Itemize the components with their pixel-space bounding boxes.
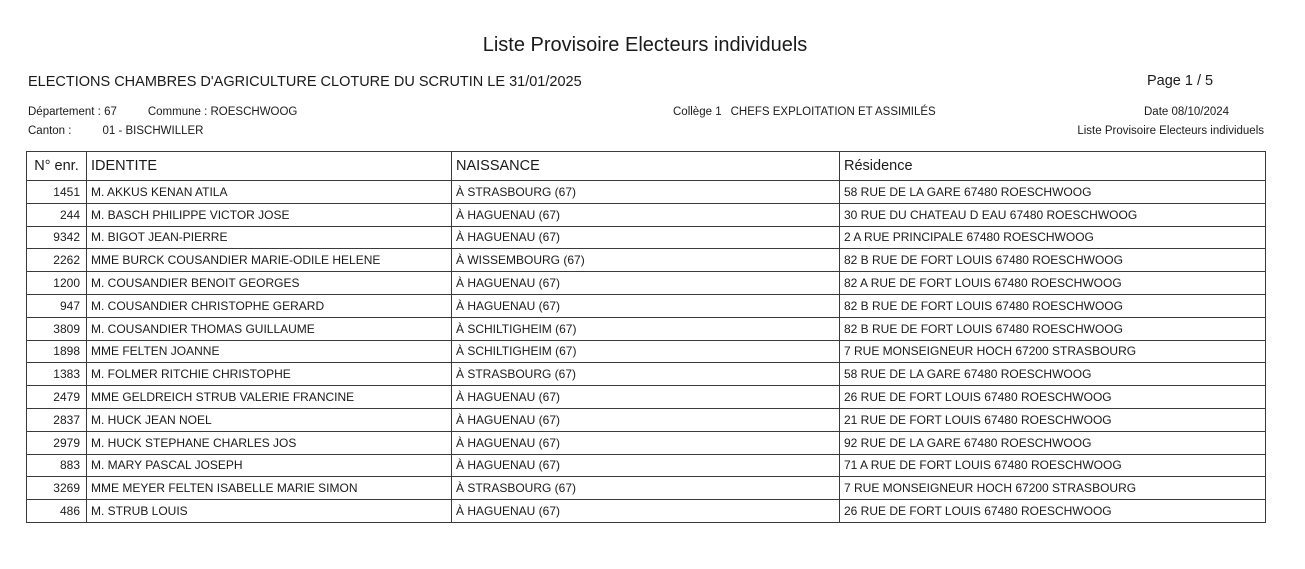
cell-naissance: À HAGUENAU (67) <box>452 454 840 477</box>
cell-identite: M. AKKUS KENAN ATILA <box>87 181 452 204</box>
cell-residence: 2 A RUE PRINCIPALE 67480 ROESCHWOOG <box>840 226 1266 249</box>
cell-naissance: À HAGUENAU (67) <box>452 431 840 454</box>
table-row <box>27 181 1266 204</box>
cell-identite: M. COUSANDIER BENOIT GEORGES <box>87 272 452 295</box>
cell-residence: 30 RUE DU CHATEAU D EAU 67480 ROESCHWOOG <box>840 203 1266 226</box>
cell-identite: M. MARY PASCAL JOSEPH <box>87 454 452 477</box>
cell-naissance: À HAGUENAU (67) <box>452 226 840 249</box>
table-row <box>27 249 1266 272</box>
cell-residence: 82 B RUE DE FORT LOUIS 67480 ROESCHWOOG <box>840 294 1266 317</box>
page-number: Page 1 / 5 <box>1147 73 1214 89</box>
cell-num: 486 <box>27 500 87 523</box>
cell-residence: 21 RUE DE FORT LOUIS 67480 ROESCHWOOG <box>840 408 1266 431</box>
cell-residence: 71 A RUE DE FORT LOUIS 67480 ROESCHWOOG <box>840 454 1266 477</box>
cell-naissance: À HAGUENAU (67) <box>452 386 840 409</box>
table-row <box>27 408 1266 431</box>
commune-label: Commune : ROESCHWOOG <box>147 106 298 118</box>
cell-naissance: À HAGUENAU (67) <box>452 203 840 226</box>
cell-residence: 82 B RUE DE FORT LOUIS 67480 ROESCHWOOG <box>840 317 1266 340</box>
cell-residence: 82 B RUE DE FORT LOUIS 67480 ROESCHWOOG <box>840 249 1266 272</box>
cell-num: 2262 <box>27 249 87 272</box>
cell-naissance: À HAGUENAU (67) <box>452 272 840 295</box>
table-row <box>27 431 1266 454</box>
college-row <box>673 106 936 118</box>
table-row <box>27 203 1266 226</box>
column-header-naissance: NAISSANCE <box>452 152 840 181</box>
cell-num: 947 <box>27 294 87 317</box>
column-header-residence: Résidence <box>840 152 1266 181</box>
table-row <box>27 500 1266 523</box>
cell-identite: MME GELDREICH STRUB VALERIE FRANCINE <box>87 386 452 409</box>
table-header-row <box>27 152 1266 181</box>
electors-table <box>26 151 1266 523</box>
cell-identite: MME FELTEN JOANNE <box>87 340 452 363</box>
cell-residence: 7 RUE MONSEIGNEUR HOCH 67200 STRASBOURG <box>840 477 1266 500</box>
table-row <box>27 363 1266 386</box>
cell-num: 2979 <box>27 431 87 454</box>
cell-residence: 26 RUE DE FORT LOUIS 67480 ROESCHWOOG <box>840 386 1266 409</box>
document-title: Liste Provisoire Electeurs individuels <box>482 34 808 56</box>
print-date: Date 08/10/2024 <box>1144 106 1230 118</box>
cell-residence: 7 RUE MONSEIGNEUR HOCH 67200 STRASBOURG <box>840 340 1266 363</box>
canton-value: 01 - BISCHWILLER <box>102 125 204 137</box>
table-row <box>27 294 1266 317</box>
cell-num: 2479 <box>27 386 87 409</box>
election-heading: ELECTIONS CHAMBRES D'AGRICULTURE CLOTURE DU SCRUTIN LE 31/01/2025 <box>28 74 582 90</box>
cell-num: 3269 <box>27 477 87 500</box>
departement-label: Département : 67 <box>28 106 117 118</box>
cell-naissance: À HAGUENAU (67) <box>452 408 840 431</box>
cell-identite: M. BIGOT JEAN-PIERRE <box>87 226 452 249</box>
canton-label: Canton : <box>28 125 72 137</box>
cell-num: 244 <box>27 203 87 226</box>
cell-naissance: À HAGUENAU (67) <box>452 294 840 317</box>
cell-identite: M. BASCH PHILIPPE VICTOR JOSE <box>87 203 452 226</box>
table-row <box>27 477 1266 500</box>
table-row <box>27 340 1266 363</box>
table-row <box>27 386 1266 409</box>
column-header-identite: IDENTITE <box>87 152 452 181</box>
table-body <box>27 181 1266 523</box>
cell-identite: M. HUCK JEAN NOEL <box>87 408 452 431</box>
column-header-num: N° enr. <box>27 152 87 181</box>
cell-identite: M. FOLMER RITCHIE CHRISTOPHE <box>87 363 452 386</box>
cell-naissance: À HAGUENAU (67) <box>452 500 840 523</box>
cell-residence: 82 A RUE DE FORT LOUIS 67480 ROESCHWOOG <box>840 272 1266 295</box>
cell-identite: M. COUSANDIER THOMAS GUILLAUME <box>87 317 452 340</box>
college-value: CHEFS EXPLOITATION ET ASSIMILÉS <box>730 106 936 118</box>
cell-naissance: À STRASBOURG (67) <box>452 363 840 386</box>
cell-num: 1451 <box>27 181 87 204</box>
table-row <box>27 454 1266 477</box>
cell-residence: 92 RUE DE LA GARE 67480 ROESCHWOOG <box>840 431 1266 454</box>
cell-num: 9342 <box>27 226 87 249</box>
table-row <box>27 226 1266 249</box>
cell-num: 883 <box>27 454 87 477</box>
cell-num: 1898 <box>27 340 87 363</box>
cell-num: 2837 <box>27 408 87 431</box>
cell-naissance: À SCHILTIGHEIM (67) <box>452 317 840 340</box>
cell-identite: MME BURCK COUSANDIER MARIE-ODILE HELENE <box>87 249 452 272</box>
cell-identite: M. HUCK STEPHANE CHARLES JOS <box>87 431 452 454</box>
cell-identite: M. COUSANDIER CHRISTOPHE GERARD <box>87 294 452 317</box>
departement-commune-row <box>28 106 297 118</box>
cell-naissance: À STRASBOURG (67) <box>452 477 840 500</box>
table-row <box>27 317 1266 340</box>
cell-identite: MME MEYER FELTEN ISABELLE MARIE SIMON <box>87 477 452 500</box>
cell-num: 1383 <box>27 363 87 386</box>
cell-residence: 26 RUE DE FORT LOUIS 67480 ROESCHWOOG <box>840 500 1266 523</box>
canton-row <box>28 125 203 137</box>
cell-residence: 58 RUE DE LA GARE 67480 ROESCHWOOG <box>840 363 1266 386</box>
cell-num: 1200 <box>27 272 87 295</box>
cell-naissance: À WISSEMBOURG (67) <box>452 249 840 272</box>
cell-residence: 58 RUE DE LA GARE 67480 ROESCHWOOG <box>840 181 1266 204</box>
table-row <box>27 272 1266 295</box>
list-subtitle: Liste Provisoire Electeurs individuels <box>1077 125 1264 137</box>
college-label: Collège 1 <box>673 106 722 118</box>
cell-naissance: À SCHILTIGHEIM (67) <box>452 340 840 363</box>
cell-num: 3809 <box>27 317 87 340</box>
cell-naissance: À STRASBOURG (67) <box>452 181 840 204</box>
cell-identite: M. STRUB LOUIS <box>87 500 452 523</box>
